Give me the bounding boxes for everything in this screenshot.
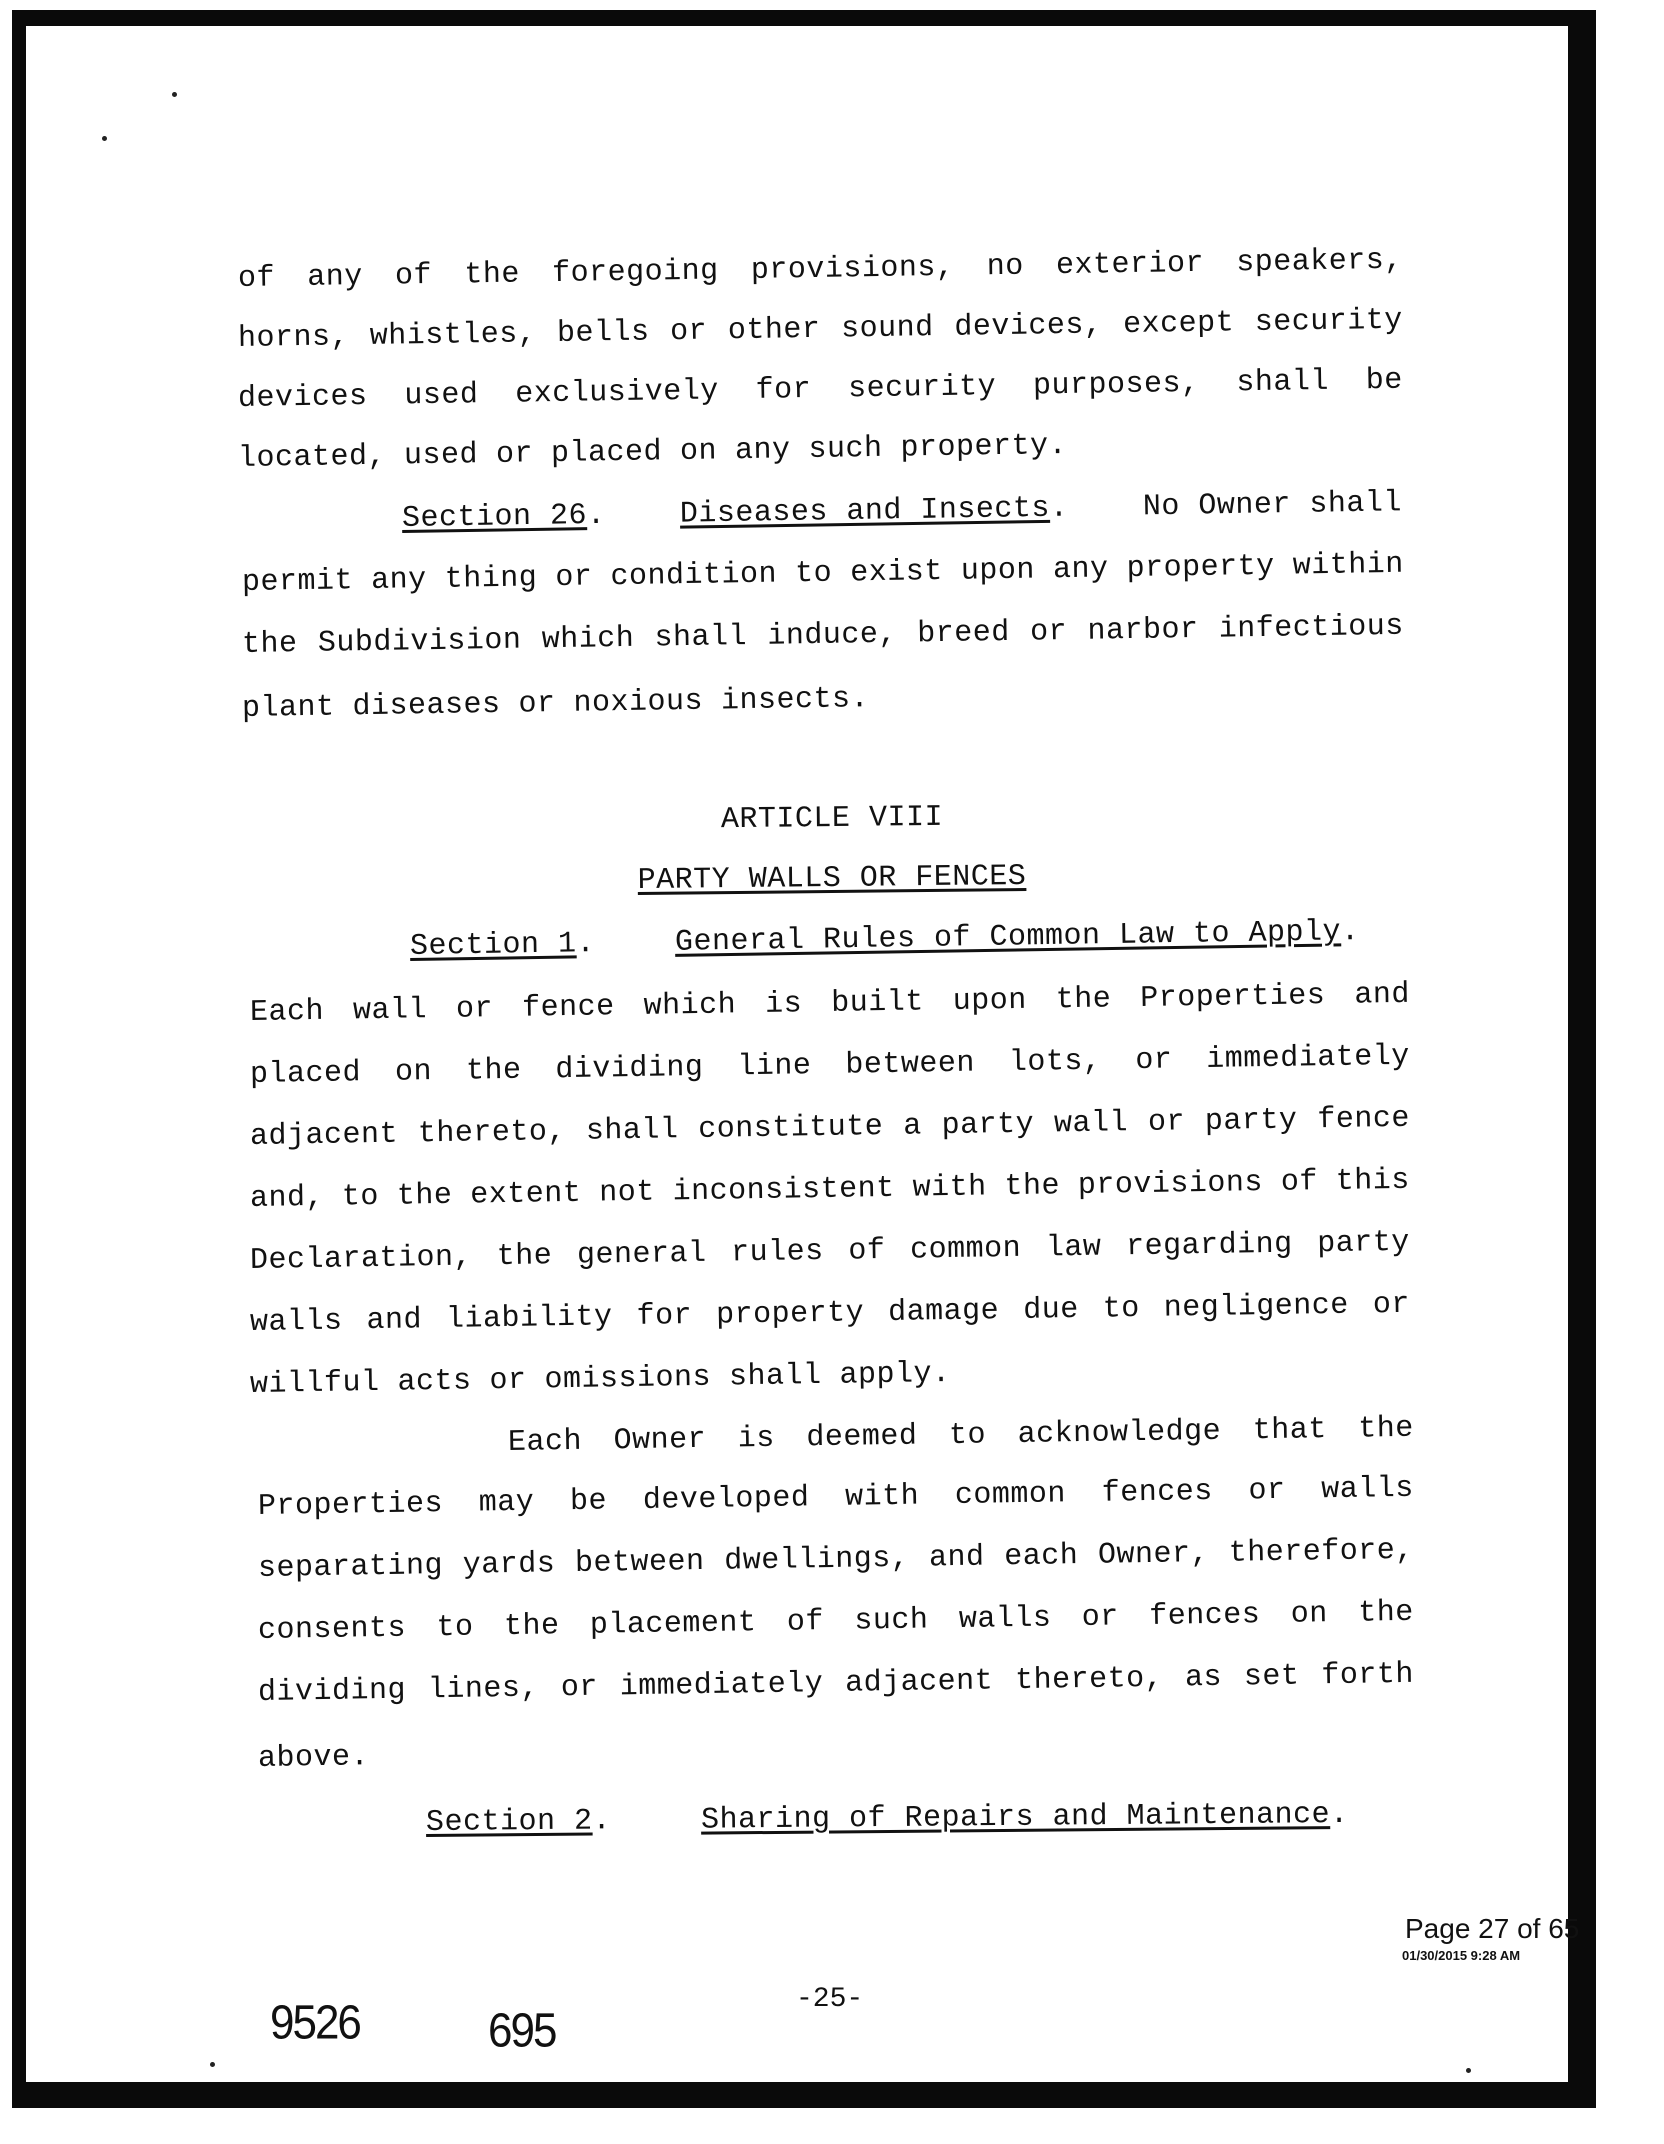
text-line: Declaration, the general rules of common law regarding party bbox=[249, 1225, 1411, 1278]
section-1-heading: Section 1. General Rules of Common Law to Apply. bbox=[409, 915, 1360, 964]
text-line: adjacent thereto, shall constitute a party wall or party fence bbox=[249, 1101, 1411, 1154]
text-line: walls and liability for property damage due to negligence or bbox=[249, 1287, 1411, 1340]
page-of-label: Page 27 of 65 bbox=[1405, 1913, 1580, 1944]
text-line: Properties may be developed with common fences or walls bbox=[257, 1471, 1415, 1524]
section-26-heading: Section 26. Diseases and Insects. No Owner shall bbox=[401, 486, 1403, 536]
text-line: Each Owner is deemed to acknowledge that the bbox=[507, 1411, 1415, 1460]
text-line: of any of the foregoing provisions, no exterior speakers, bbox=[237, 243, 1404, 296]
text-line: separating yards between dwellings, and each Owner, therefore, bbox=[257, 1533, 1415, 1586]
text-line: the Subdivision which shall induce, breed or narbor infectious bbox=[241, 609, 1405, 662]
article-subheading: PARTY WALLS OR FENCES bbox=[637, 859, 1027, 899]
text-line: Each wall or fence which is built upon the Properties and bbox=[249, 977, 1411, 1030]
recording-timestamp: 01/30/2015 9:28 AM bbox=[1402, 1948, 1521, 1963]
text-line: devices used exclusively for security purposes, shall be bbox=[237, 363, 1404, 416]
scan-speck bbox=[172, 92, 177, 97]
text-line: willful acts or omissions shall apply. bbox=[249, 1356, 951, 1402]
text-line: located, used or placed on any such property. bbox=[237, 428, 1068, 476]
text-line: plant diseases or noxious insects. bbox=[241, 682, 870, 726]
text-line: above. bbox=[257, 1740, 370, 1776]
scan-speck bbox=[210, 2062, 215, 2067]
section-2-heading: Section 2. Sharing of Repairs and Maintenance. bbox=[425, 1797, 1349, 1840]
text-line: consents to the placement of such walls or fences on the bbox=[257, 1595, 1415, 1648]
book-number: 9526 bbox=[270, 1995, 360, 2050]
scan-speck bbox=[1466, 2068, 1471, 2073]
text-line: and, to the extent not inconsistent with the provisions of this bbox=[249, 1163, 1411, 1216]
book-page-number: 695 bbox=[488, 2003, 556, 2058]
text-line: dividing lines, or immediately adjacent thereto, as set forth bbox=[257, 1657, 1415, 1710]
text-line: placed on the dividing line between lots, or immediately bbox=[249, 1039, 1411, 1092]
scan-speck bbox=[102, 136, 107, 141]
text-line: horns, whistles, bells or other sound devices, except security bbox=[237, 303, 1404, 356]
text-line: permit any thing or condition to exist upon any property within bbox=[241, 547, 1405, 600]
page-number: -25- bbox=[796, 1984, 864, 2015]
article-heading: ARTICLE VIII bbox=[720, 800, 944, 838]
